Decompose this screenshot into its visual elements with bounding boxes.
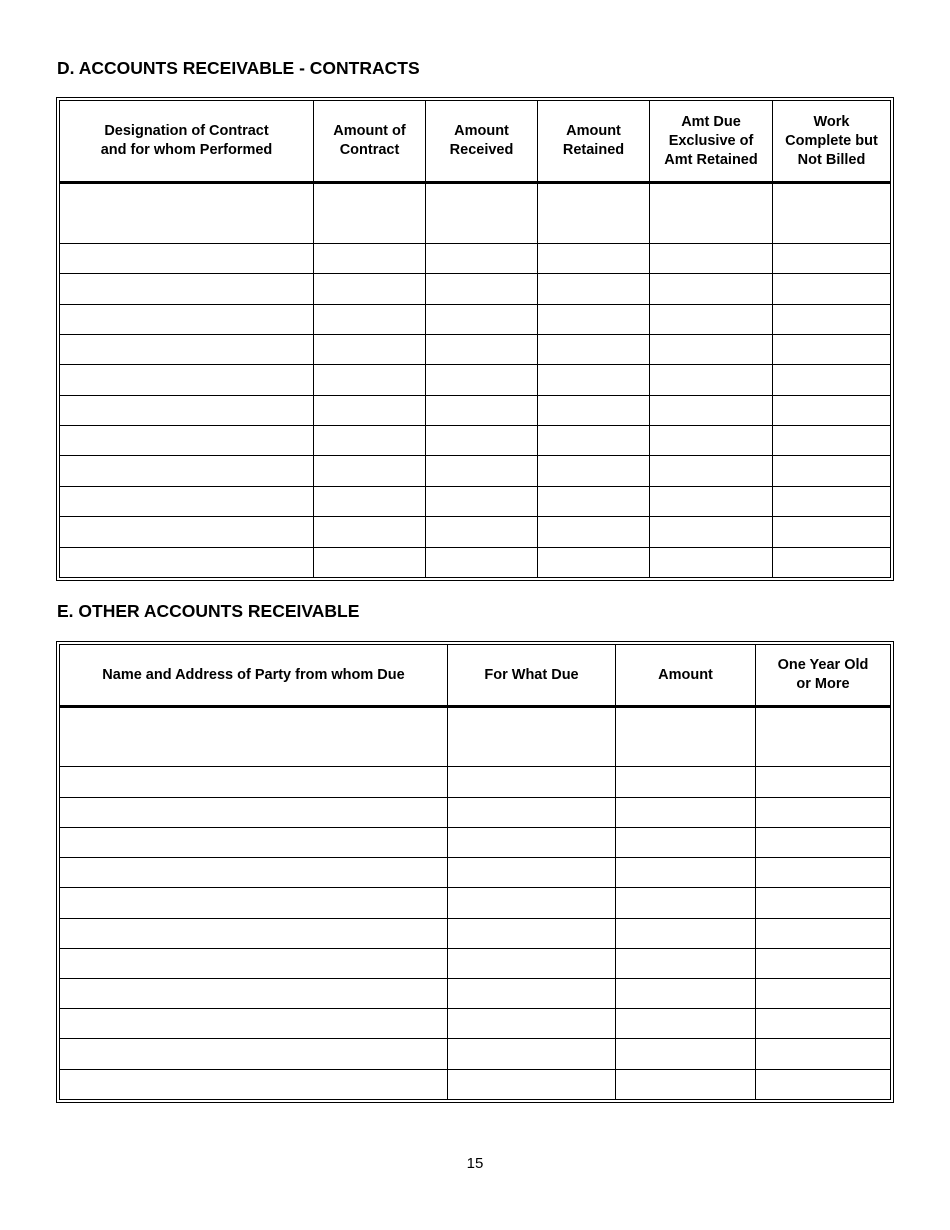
table-cell[interactable] — [60, 707, 448, 767]
table-cell[interactable] — [426, 274, 538, 304]
table-cell[interactable] — [616, 1039, 756, 1069]
table-cell[interactable] — [538, 456, 650, 486]
table-cell[interactable] — [773, 183, 891, 244]
column-header-amount-retained: Amount Retained — [538, 101, 650, 183]
table-cell[interactable] — [426, 547, 538, 577]
table-cell[interactable] — [756, 827, 891, 857]
table-cell[interactable] — [448, 978, 616, 1008]
table-cell[interactable] — [448, 1009, 616, 1039]
table-cell[interactable] — [650, 274, 773, 304]
table-cell[interactable] — [60, 183, 314, 244]
table-cell[interactable] — [538, 183, 650, 244]
table-cell[interactable] — [756, 888, 891, 918]
table-cell[interactable] — [426, 243, 538, 273]
table-cell[interactable] — [538, 304, 650, 334]
table-header-row — [60, 101, 891, 183]
table-cell[interactable] — [448, 1039, 616, 1069]
table-cell[interactable] — [616, 948, 756, 978]
table-cell[interactable] — [314, 183, 426, 244]
table-cell[interactable] — [426, 304, 538, 334]
table-cell[interactable] — [448, 827, 616, 857]
column-header-work-complete: Work Complete but Not Billed — [773, 101, 891, 183]
table-header-row — [60, 645, 891, 707]
table-row — [60, 426, 891, 456]
table-cell[interactable] — [426, 456, 538, 486]
table-cell[interactable] — [448, 767, 616, 797]
table-cell[interactable] — [314, 274, 426, 304]
table-cell[interactable] — [448, 948, 616, 978]
table-cell[interactable] — [756, 948, 891, 978]
table-cell[interactable] — [60, 1069, 448, 1099]
table-cell[interactable] — [756, 1069, 891, 1099]
table-row — [60, 243, 891, 273]
table-cell[interactable] — [756, 767, 891, 797]
column-header-amt-due: Amt Due Exclusive of Amt Retained — [650, 101, 773, 183]
table-cell[interactable] — [616, 978, 756, 1008]
table-cell[interactable] — [616, 767, 756, 797]
table-cell[interactable] — [756, 707, 891, 767]
table-cell[interactable] — [773, 274, 891, 304]
page-number: 15 — [466, 1155, 484, 1172]
table-cell[interactable] — [60, 918, 448, 948]
table-cell[interactable] — [448, 858, 616, 888]
table-cell[interactable] — [650, 486, 773, 516]
table-cell[interactable] — [60, 517, 314, 547]
table-cell[interactable] — [650, 426, 773, 456]
table-row — [60, 948, 891, 978]
table-row — [60, 1009, 891, 1039]
table-cell[interactable] — [426, 517, 538, 547]
table-cell[interactable] — [756, 797, 891, 827]
table-cell[interactable] — [60, 1009, 448, 1039]
table-row — [60, 304, 891, 334]
table-cell[interactable] — [426, 426, 538, 456]
table-cell[interactable] — [314, 334, 426, 364]
table-cell[interactable] — [616, 918, 756, 948]
table-row — [60, 797, 891, 827]
table-row — [60, 365, 891, 395]
table-cell[interactable] — [314, 547, 426, 577]
column-header-amount-of-contract: Amount of Contract — [314, 101, 426, 183]
table-cell[interactable] — [314, 456, 426, 486]
table-row — [60, 858, 891, 888]
table-cell[interactable] — [773, 243, 891, 273]
table-cell[interactable] — [773, 304, 891, 334]
table-cell[interactable] — [538, 486, 650, 516]
table-cell[interactable] — [650, 334, 773, 364]
table-cell[interactable] — [60, 426, 314, 456]
table-cell[interactable] — [616, 858, 756, 888]
contracts-receivable-table-frame — [56, 97, 894, 581]
table-cell[interactable] — [60, 486, 314, 516]
table-cell[interactable] — [773, 426, 891, 456]
table-cell[interactable] — [538, 547, 650, 577]
table-row — [60, 1069, 891, 1099]
table-cell[interactable] — [756, 978, 891, 1008]
column-header-one-year-old: One Year Old or More — [756, 645, 891, 707]
table-row — [60, 707, 891, 767]
table-row — [60, 334, 891, 364]
table-cell[interactable] — [314, 304, 426, 334]
table-cell[interactable] — [650, 243, 773, 273]
table-cell[interactable] — [650, 183, 773, 244]
table-cell[interactable] — [448, 797, 616, 827]
table-cell[interactable] — [448, 1069, 616, 1099]
table-row — [60, 978, 891, 1008]
table-cell[interactable] — [314, 426, 426, 456]
table-cell[interactable] — [314, 395, 426, 425]
table-cell[interactable] — [60, 547, 314, 577]
table-cell[interactable] — [538, 395, 650, 425]
column-header-designation: Designation of Contract and for whom Performed — [60, 101, 314, 183]
table-cell[interactable] — [756, 1009, 891, 1039]
table-cell[interactable] — [60, 304, 314, 334]
table-cell[interactable] — [616, 888, 756, 918]
table-cell[interactable] — [650, 304, 773, 334]
table-cell[interactable] — [60, 456, 314, 486]
table-row — [60, 395, 891, 425]
table-cell[interactable] — [616, 797, 756, 827]
table-cell[interactable] — [773, 547, 891, 577]
table-cell[interactable] — [538, 365, 650, 395]
table-cell[interactable] — [60, 797, 448, 827]
column-header-amount-received: Amount Received — [426, 101, 538, 183]
table-row — [60, 888, 891, 918]
contracts-receivable-table — [59, 100, 891, 578]
table-cell[interactable] — [773, 334, 891, 364]
table-cell[interactable] — [60, 365, 314, 395]
table-row — [60, 1039, 891, 1069]
table-cell[interactable] — [538, 334, 650, 364]
table-cell[interactable] — [60, 243, 314, 273]
table-row — [60, 767, 891, 797]
table-cell[interactable] — [314, 365, 426, 395]
column-header-amount: Amount — [616, 645, 756, 707]
table-cell[interactable] — [773, 456, 891, 486]
table-cell[interactable] — [426, 365, 538, 395]
table-cell[interactable] — [426, 486, 538, 516]
table-row — [60, 547, 891, 577]
table-cell[interactable] — [538, 274, 650, 304]
table-cell[interactable] — [448, 888, 616, 918]
table-cell[interactable] — [426, 395, 538, 425]
table-cell[interactable] — [650, 395, 773, 425]
table-row — [60, 456, 891, 486]
table-cell[interactable] — [650, 547, 773, 577]
table-cell[interactable] — [60, 1039, 448, 1069]
table-cell[interactable] — [650, 365, 773, 395]
table-cell[interactable] — [426, 334, 538, 364]
table-row — [60, 827, 891, 857]
table-cell[interactable] — [314, 486, 426, 516]
table-row — [60, 517, 891, 547]
table-row — [60, 183, 891, 244]
table-cell[interactable] — [60, 334, 314, 364]
table-row — [60, 918, 891, 948]
table-cell[interactable] — [60, 827, 448, 857]
column-header-name-address: Name and Address of Party from whom Due — [60, 645, 448, 707]
table-cell[interactable] — [616, 827, 756, 857]
table-cell[interactable] — [538, 517, 650, 547]
table-cell[interactable] — [538, 243, 650, 273]
table-cell[interactable] — [773, 517, 891, 547]
table-row — [60, 486, 891, 516]
section-d-title: D. ACCOUNTS RECEIVABLE - CONTRACTS — [57, 58, 420, 78]
table-cell[interactable] — [314, 243, 426, 273]
table-cell[interactable] — [60, 888, 448, 918]
table-cell[interactable] — [60, 858, 448, 888]
table-cell[interactable] — [538, 426, 650, 456]
table-cell[interactable] — [650, 517, 773, 547]
table-cell[interactable] — [60, 948, 448, 978]
table-cell[interactable] — [773, 395, 891, 425]
table-cell[interactable] — [60, 274, 314, 304]
table-cell[interactable] — [60, 978, 448, 1008]
table-cell[interactable] — [60, 395, 314, 425]
table-cell[interactable] — [448, 707, 616, 767]
column-header-for-what-due: For What Due — [448, 645, 616, 707]
table-cell[interactable] — [756, 918, 891, 948]
other-receivables-table — [59, 644, 891, 1100]
table-cell[interactable] — [650, 456, 773, 486]
other-receivables-table-frame — [56, 641, 894, 1103]
table-cell[interactable] — [756, 858, 891, 888]
table-cell[interactable] — [616, 1009, 756, 1039]
table-cell[interactable] — [616, 707, 756, 767]
table-cell[interactable] — [773, 486, 891, 516]
table-cell[interactable] — [314, 517, 426, 547]
table-cell[interactable] — [756, 1039, 891, 1069]
table-cell[interactable] — [616, 1069, 756, 1099]
table-cell[interactable] — [773, 365, 891, 395]
table-row — [60, 274, 891, 304]
table-cell[interactable] — [426, 183, 538, 244]
table-cell[interactable] — [448, 918, 616, 948]
table-cell[interactable] — [60, 767, 448, 797]
section-e-title: E. OTHER ACCOUNTS RECEIVABLE — [57, 601, 360, 621]
